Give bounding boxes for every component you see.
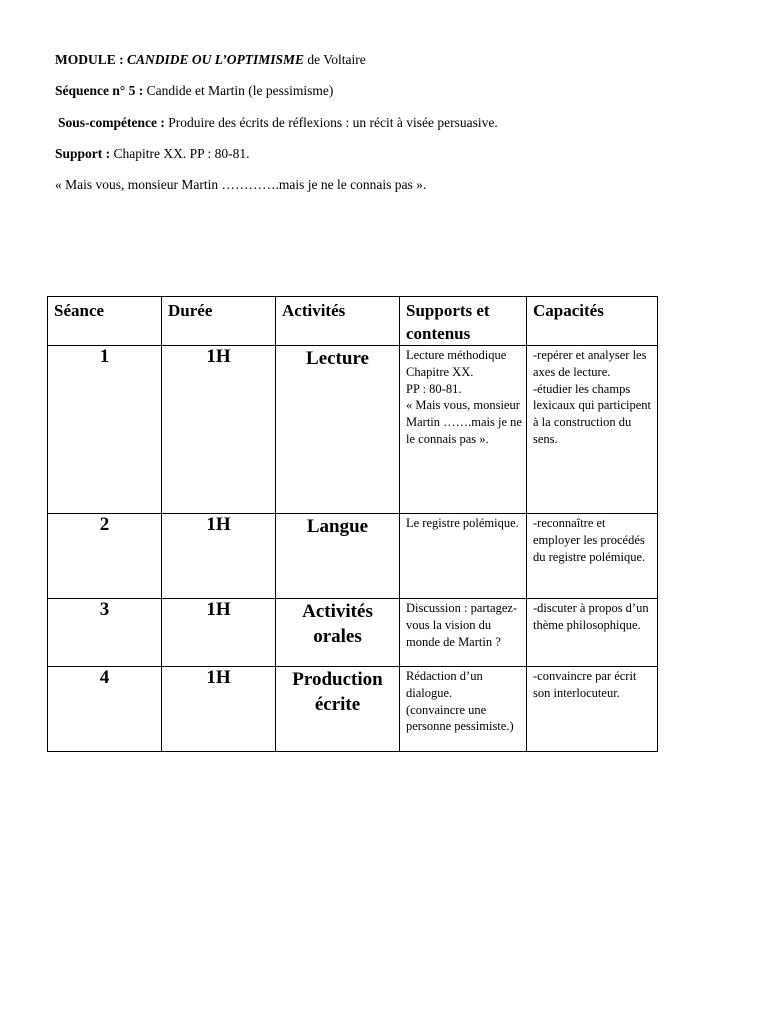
competence-line <box>58 115 498 131</box>
table-row <box>48 667 658 752</box>
lesson-plan-table <box>47 296 658 752</box>
capacites-text: -repérer et analyser les axes de lecture. -étudier les champs lexicaux qui participent à la construction du sens. <box>533 348 652 446</box>
table-row <box>48 599 658 667</box>
sequence-text: Candide et Martin (le pessimisme) <box>146 83 334 98</box>
support-line <box>55 146 250 162</box>
supports-cell <box>400 514 527 599</box>
header-activites: Activités <box>276 297 400 346</box>
seance-cell: 4 <box>48 667 162 752</box>
capacites-cell <box>527 667 658 752</box>
competence-label: Sous-compétence : <box>58 115 165 130</box>
module-label: MODULE : <box>55 52 124 67</box>
table-row <box>48 514 658 599</box>
supports-text: Le registre polémique. <box>406 516 519 530</box>
duree-cell: 1H <box>162 346 276 514</box>
duree-cell: 1H <box>162 514 276 599</box>
seance-cell: 2 <box>48 514 162 599</box>
seance-cell: 1 <box>48 346 162 514</box>
sequence-label: Séquence n° 5 : <box>55 83 144 98</box>
capacites-text: -reconnaître et employer les procédés du registre polémique. <box>533 516 646 564</box>
module-author: de Voltaire <box>307 52 366 67</box>
capacites-cell <box>527 514 658 599</box>
support-text: Chapitre XX. PP : 80-81. <box>113 146 250 161</box>
activite-cell: Activités orales <box>276 599 400 667</box>
support-label: Support : <box>55 146 111 161</box>
module-title: CANDIDE OU L’OPTIMISME <box>127 52 305 67</box>
supports-text: Rédaction d’un dialogue. (convaincre une personne pessimiste.) <box>406 669 514 734</box>
supports-text: Lecture méthodique Chapitre XX. PP : 80-81. « Mais vous, monsieur Martin …….mais je ne le connais pas ». <box>406 348 522 446</box>
supports-cell <box>400 667 527 752</box>
capacites-cell <box>527 599 658 667</box>
activite-cell: Production écrite <box>276 667 400 752</box>
header-supports: Supports et contenus <box>400 297 527 346</box>
activite-cell: Langue <box>276 514 400 599</box>
supports-cell <box>400 599 527 667</box>
header-duree: Durée <box>162 297 276 346</box>
header-seance: Séance <box>48 297 162 346</box>
competence-text: Produire des écrits de réflexions : un récit à visée persuasive. <box>168 115 498 130</box>
duree-cell: 1H <box>162 599 276 667</box>
activite-cell: Lecture <box>276 346 400 514</box>
module-line <box>55 52 366 68</box>
duree-cell: 1H <box>162 667 276 752</box>
table-header-row <box>48 297 658 346</box>
seance-cell: 3 <box>48 599 162 667</box>
capacites-text: -convaincre par écrit son interlocuteur. <box>533 669 637 700</box>
supports-cell <box>400 346 527 514</box>
table-row <box>48 346 658 514</box>
supports-text: Discussion : partagez-vous la vision du monde de Martin ? <box>406 601 518 649</box>
capacites-text: -discuter à propos d’un thème philosophique. <box>533 601 649 632</box>
header-capacites: Capacités <box>527 297 658 346</box>
capacites-cell <box>527 346 658 514</box>
quote-line: « Mais vous, monsieur Martin ………….mais je ne le connais pas ». <box>55 177 427 192</box>
sequence-line <box>55 83 333 99</box>
